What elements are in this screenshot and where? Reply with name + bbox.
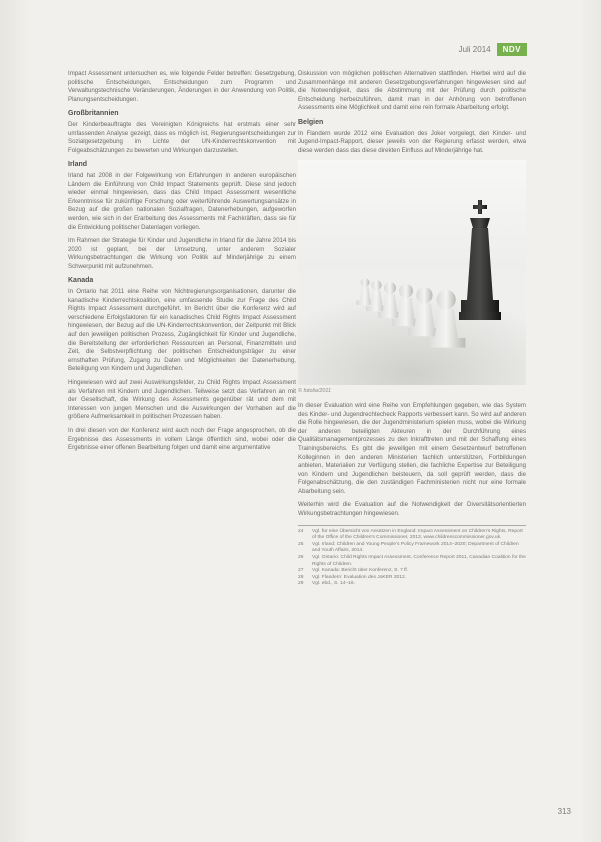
footnote: 25 Vgl. Irland: Children and Young People's Policy Framework 2014–2020; Department of Children and Youth Affairs, 2014. — [298, 541, 519, 554]
paragraph: Weiterhin wird die Evaluation auf die Notwendigkeit der Diversitätsorientierten Wirkungsbetrachtungen hingewiesen. — [298, 501, 526, 518]
left-intro: Impact Assessment untersuchen es, wie folgende Felder betreffen: Gesetzgebung, politische Entscheidungen, Entscheidungen zum Programm und Verwaltungstechnische Veränderungen, Änderungen in der Anwendung von Politik, Planungsentscheidungen. — [68, 70, 296, 103]
section-heading: Irland — [68, 161, 88, 169]
paragraph: Hingewiesen wird auf zwei Auswirkungsfelder, zu Child Rights Impact Assessment als Verfahren mit Kindern und Jugendlichen. Teilweise setzt das Verfahren an mit der Gesellschaft, die Wirkung des Assessments gegenüber rät und dem mit Interessen von jungen Menschen und die Auswirkungen der Vorhaben auf die größere Aufmerksamkeit in politischen Prozessen haben. — [68, 379, 296, 421]
right-column — [298, 70, 526, 588]
footnote: 24 Vgl. für eine Übersicht von Ansätzen in England: Impact Assessment on Children's Rights, Report of the Office of the Children's Commissioner, 2013, www.childrenscommissioner.gov.uk. — [298, 528, 523, 541]
section-heading: Großbritannien — [68, 110, 119, 118]
page-number: 313 — [557, 807, 571, 816]
footnote: 28 Vgl. Flandern: Evaluation des JoKER 2012. — [298, 574, 407, 580]
chess-photo — [298, 160, 526, 385]
right-intro: Diskussion von möglichen politischen Alternativen stattfinden. Hierbei wird auf die Zusammenhänge mit anderen Gesetzgebungsverfahrungen hingewiesen sind auf die Notwendigkeit, dass die Abstimmung mit der Prüfung durch politische Entscheidung herbeizuführen, damit man in der Anhörung von betroffenen Assessments eine Möglichkeit und damit eine rein formale Abarbeitung erfolgt. — [298, 70, 526, 112]
footnote: 26 Vgl. Ontario: Child Rights Impact Assessment, Conference Report 2011, Canadian Coalition for the Rights of Children. — [298, 555, 526, 567]
footnotes — [298, 525, 526, 588]
paragraph: In Ontario hat 2011 eine Reihe von Nichtregierungsorganisationen, darunter die kanadische Kinderrechtskoalition, eine umfassende Studie zur Frage des Child Rights Impact Assessment durchgeführt. Im Bericht über die Konferenz wird auf verschiedene Erfolgsfaktoren für ein kanadisches Child Rights Impact Assessment hingewiesen, der Bezug auf die UN-Kinderrechtskonvention, der Zeitpunkt mit Blick auf den jeweiligen politischen Prozess, Zugänglichkeit für Kinder und Jugendliche, die Bereitstellung der erforderlichen Ressourcen an Personal, Finanzmitteln und Zeit, die Selbstverpflichtung der politischen Entscheidungsträger zu einer ernsthaften Prüfung, Zugang zu Daten und Möglichkeiten der Datenerhebung, Beteiligung von Kindern und Jugendlichen. — [68, 288, 296, 373]
footnote: 27 Vgl. Kanada: Bericht über Konferenz, S. 7 ff. — [298, 568, 409, 574]
paragraph: In drei diesen von der Konferenz wird auch noch der Frage angesprochen, ob die Ergebnisse des Assessments in vollem Länge öffentlich sind, wobei oder die Ergebnisse einer offenen Bearbeitung folgen und damit eine argumentative — [68, 426, 296, 452]
left-column — [68, 70, 296, 458]
paragraph: Im Rahmen der Strategie für Kinder und Jugendliche in Irland für die Jahre 2014 bis 2020 ist geplant, bei der Umsetzung, unter anderem Sozialer Wirkungsbetrachtungen die Wirkung von Politik auf Minderjährige zu einem Schwerpunkt mit aufzunehmen. — [68, 237, 296, 270]
paragraph: In dieser Evaluation wird eine Reihe von Empfehlungen gegeben, wie das System des Kinder- und Jugendrechtecheck Rapports verbessert kann. So wird auf anderen die Rolle hingewiesen, die der Jugendministerium spielen muss, wobei die Wirkung der anderen beteiligten Akteuren in der Durchführung eines Qualitätsmanagementprozesses zu den Inkrafttreten und mit der Schaffung eines Trainingsbereichs. Es gibt die jeweiligen mit einem Gesetzentwurf betroffenen Kolleginnen in den anderen Ministerien fachlich unterstützen, Fortbildungen anbieten, Materialien zur Verfügung stellen, die fachliche Expertise zur Beteiligung von Kindern und Jugendlichen beisteuern, da soll geprüft werden, dass die Folgenabschätzung, die den zuständigen Fachministerien nicht nur eine formale Abarbeitung sein. — [298, 401, 526, 495]
section-heading: Kanada — [68, 277, 94, 285]
paragraph: Der Kinderbeauftragte des Vereinigten Königreichs hat erstmals einer sehr umfassenden Analyse gezeigt, dass es möglich ist, Regierungsentscheidungen zur Sozialgesetzgebung im Lichte der UN-Kinderrechtskonvention mit Folgeabschätzungen zu bewerten und Wirkungen darzustellen. — [68, 120, 296, 154]
paragraph: Irland hat 2008 in der Folgewirkung von Erfahrungen in anderen europäischen Ländern die Einführung von Child Impact Statements geprüft. Diese sind jedoch wieder einmal hingewiesen, dass das Child Impact Assessment wesentliche Erkenntnisse für zukünftige Forschung oder weiterführende Auswertungsansätze in Bezug auf die großen nationalen Sozialfragen, Datenerhebungen, aufgeworfen werden, wie sich in der Erarbeitung des Assessments mit Fachkräften, dass sie für die Entwicklung politischer Datenlagen vorliegen. — [68, 171, 296, 231]
footnote: 29 Vgl. ebd., S. 14–16. — [298, 581, 355, 587]
chess-pieces-illustration — [298, 160, 526, 385]
black-king — [459, 200, 501, 320]
image-caption: © fotolia/2011 — [298, 388, 331, 395]
issue-date: Juli 2014 — [458, 45, 491, 54]
page-header — [459, 43, 527, 56]
journal-badge: NDV — [497, 43, 527, 56]
paragraph: In Flandern wurde 2012 eine Evaluation des Joker vorgelegt, den Kinder- und Jugend-Impact-Rapport, dieser jeweils von der Regierung erfasst werden, etwa diese werden dass das diese direkten Einfluss auf Minderjährige hat. — [298, 129, 526, 154]
section-heading: Belgien — [298, 118, 324, 126]
